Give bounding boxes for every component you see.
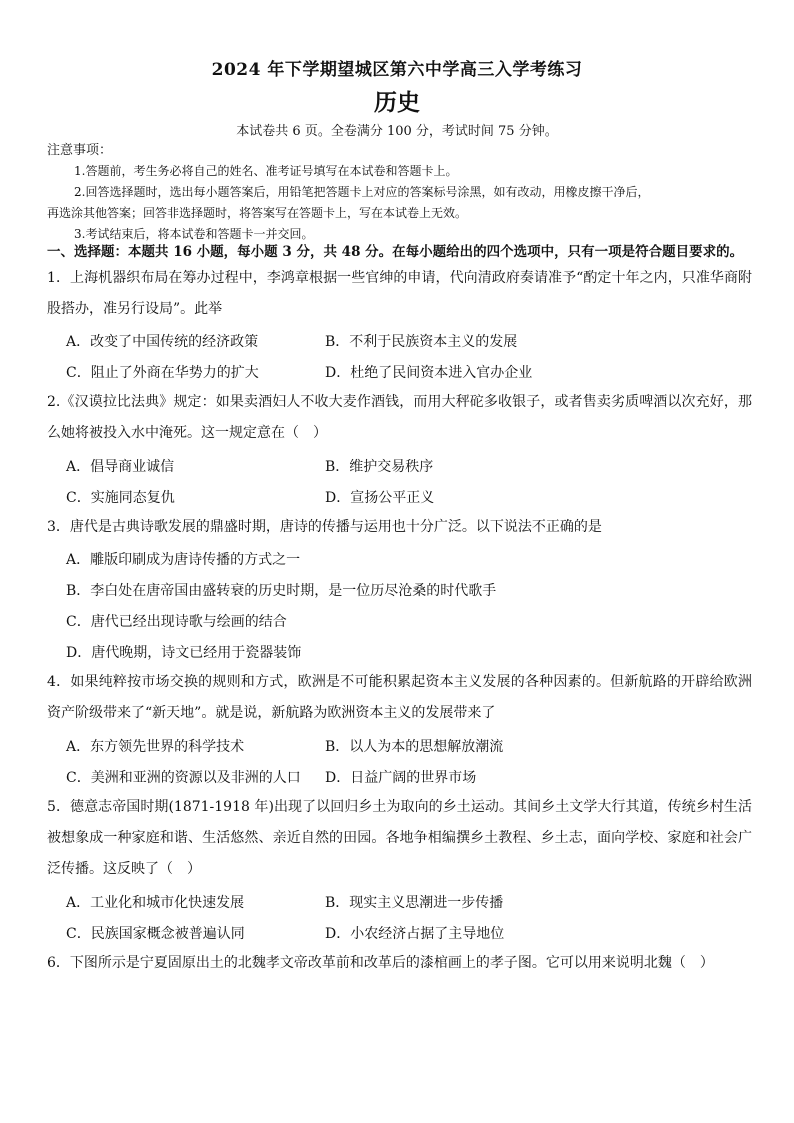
subject-title: 历史 xyxy=(374,89,420,116)
q2-option-b: B．维护交易秩序 xyxy=(325,459,434,475)
question-stem-4: 4．如果纯粹按市场交换的规则和方式，欧洲是不可能积累起资本主义发展的各种因素的。但新航路的开辟给欧洲资产阶级带来了“新天地”。就是说，新航路为欧洲资本主义的发展带来了 xyxy=(47,674,752,721)
q2-option-c: C．实施同态复仇 xyxy=(66,490,175,506)
q2-option-a: A．倡导商业诚信 xyxy=(66,459,175,475)
q4-option-a: A．东方领先世界的科学技术 xyxy=(66,739,245,755)
q5-option-c: C．民族国家概念被普遍认同 xyxy=(66,926,245,942)
q2-option-d: D．宣扬公平正义 xyxy=(325,490,435,506)
q4-option-d: D．日益广阔的世界市场 xyxy=(325,770,477,786)
q1-option-c: C．阻止了外商在华势力的扩大 xyxy=(66,365,259,381)
q4-option-c: C．美洲和亚洲的资源以及非洲的人口 xyxy=(66,770,301,786)
q5-option-a: A．工业化和城市化快速发展 xyxy=(66,895,245,911)
notes-heading: 注意事项： xyxy=(47,143,113,158)
section-heading: 一、选择题：本题共 16 小题，每小题 3 分，共 48 分。在每小题给出的四个选项中，只有一项是符合题目要求的。 xyxy=(47,244,744,260)
note-item: 1.答题前，考生务必将自己的姓名、准考证号填写在本试卷和答题卡上。 xyxy=(74,164,458,178)
note-item: 再选涂其他答案；回答非选择题时，将答案写在答题卡上，写在本试卷上无效。 xyxy=(47,206,468,220)
question-stem-1: 1．上海机器织布局在筹办过程中，李鸿章根据一些官绅的申请，代向清政府奏请准予“酌定十年之内，只准华商附股搭办，准另行设局”。此举 xyxy=(47,270,752,317)
q4-option-b: B．以人为本的思想解放潮流 xyxy=(325,739,504,755)
q5-option-b: B．现实主义思潮进一步传播 xyxy=(325,895,504,911)
note-item: 3.考试结束后，将本试卷和答题卡一并交回。 xyxy=(74,227,314,241)
note-item: 2.回答选择题时，选出每小题答案后，用铅笔把答题卡上对应的答案标号涂黑，如有改动，用橡皮擦干净后， xyxy=(74,185,650,199)
q5-option-d: D．小农经济占据了主导地位 xyxy=(325,926,505,942)
q3-option-b: B．李白处在唐帝国由盛转衰的历史时期，是一位历尽沧桑的时代歌手 xyxy=(66,583,497,599)
exam-meta: 本试卷共 6 页。全卷满分 100 分，考试时间 75 分钟。 xyxy=(236,124,558,139)
question-stem-3: 3．唐代是古典诗歌发展的鼎盛时期，唐诗的传播与运用也十分广泛。以下说法不正确的是 xyxy=(47,519,602,535)
q1-option-b: B．不利于民族资本主义的发展 xyxy=(325,334,518,350)
question-stem-2: 2.《汉谟拉比法典》规定：如果卖酒妇人不收大麦作酒钱，而用大秤砣多收银子，或者售卖劣质啤酒以次充好，那么她将被投入水中淹死。这一规定意在（ ） xyxy=(47,394,752,441)
q1-option-d: D．杜绝了民间资本进入官办企业 xyxy=(325,365,533,381)
question-stem-6: 6．下图所示是宁夏固原出土的北魏孝文帝改革前和改革后的漆棺画上的孝子图。它可以用来说明北魏（ ） xyxy=(47,955,714,971)
question-stem-5: 5．德意志帝国时期(1871-1918 年)出现了以回归乡土为取向的乡土运动。其间乡土文学大行其道，传统乡村生活被想象成一种家庭和谐、生活悠然、亲近自然的田园。各地争相编撰乡土教程、乡土志，面向学校、家庭和社会广泛传播。这反映了（ ） xyxy=(47,799,752,877)
q3-option-d: D．唐代晚期，诗文已经用于瓷器装饰 xyxy=(66,645,302,661)
q1-option-a: A．改变了中国传统的经济政策 xyxy=(66,334,259,350)
q3-option-c: C．唐代已经出现诗歌与绘画的结合 xyxy=(66,614,287,630)
q3-option-a: A．雕版印刷成为唐诗传播的方式之一 xyxy=(66,552,301,568)
exam-title: 2024 年下学期望城区第六中学高三入学考练习 xyxy=(211,60,583,80)
